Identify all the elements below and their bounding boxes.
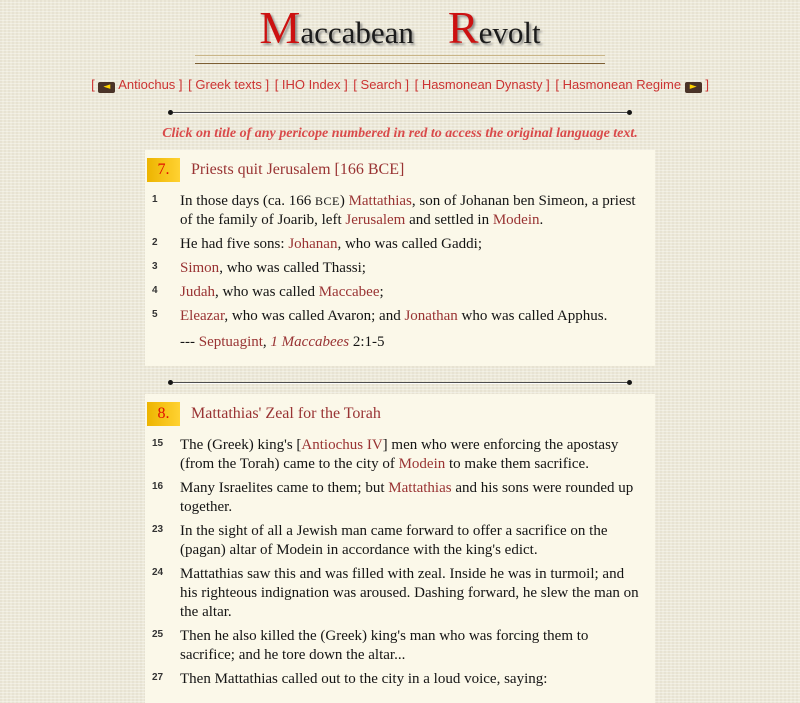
verse-number: 27	[152, 672, 164, 683]
verse-number: 25	[152, 629, 164, 640]
citation-row	[145, 331, 655, 352]
inline-link[interactable]: 1 Maccabees	[270, 334, 350, 350]
nav-link-hasmonean-dynasty[interactable]: Hasmonean Dynasty	[421, 77, 543, 92]
nav-item: [ ◄ Antiochus ]	[91, 77, 187, 92]
verse-text: Judah, who was called Maccabee;	[180, 284, 384, 300]
inline-link[interactable]: Mattathias	[348, 193, 412, 209]
divider-line-top	[168, 110, 632, 115]
inline-link[interactable]: Mattathias	[388, 480, 452, 496]
nav-link-greek-texts[interactable]: Greek texts	[195, 77, 262, 92]
divider-rule	[173, 382, 627, 383]
verse-row	[145, 283, 655, 302]
verse-number: 1	[152, 194, 158, 205]
inline-link[interactable]: Judah	[180, 284, 215, 300]
title-word-2: Revolt	[447, 2, 541, 53]
back-arrow-icon: ◄	[98, 82, 115, 93]
nav-item: [ IHO Index ]	[274, 77, 352, 92]
inline-link[interactable]: Septuagint	[198, 334, 263, 350]
sections-gap	[0, 385, 800, 394]
verse-text: Simon, who was called Thassi;	[180, 260, 366, 276]
verse-number: 16	[152, 481, 164, 492]
inline-link[interactable]: Eleazar	[180, 308, 225, 324]
verse-number: 3	[152, 261, 158, 272]
verse-row	[145, 235, 655, 254]
title-dropcap-r: R	[447, 2, 479, 53]
inline-link[interactable]: Johanan	[288, 236, 338, 252]
inline-link[interactable]: Antiochus IV	[301, 437, 383, 453]
verse-text: Many Israelites came to them; but Mattathias and his sons were rounded up together.	[180, 480, 634, 515]
verse-text: He had five sons: Johanan, who was called Gaddi;	[180, 236, 483, 252]
divider-dot-right	[627, 110, 632, 115]
nav-link-hasmonean-regime[interactable]: Hasmonean Regime ►	[563, 77, 702, 92]
verse-number: 2	[152, 237, 158, 248]
inline-link[interactable]: Jonathan	[404, 308, 458, 324]
verse-text: --- Septuagint, 1 Maccabees 2:1-5	[180, 334, 385, 350]
verse-number: 4	[152, 285, 158, 296]
verse-number: 24	[152, 567, 164, 578]
verse-row	[145, 522, 655, 560]
verse-row	[145, 436, 655, 474]
verse-text: Eleazar, who was called Avaron; and Jonathan who was called Apphus.	[180, 308, 608, 324]
verse-text: Then Mattathias called out to the city in a loud voice, saying:	[180, 671, 548, 687]
pericope-header	[147, 158, 655, 182]
inline-link[interactable]: Modein	[492, 212, 540, 228]
verse-number	[145, 331, 180, 352]
nav-link-iho-index[interactable]: IHO Index	[281, 77, 341, 92]
pericope-number-badge: 8.	[147, 402, 180, 426]
smallcaps-text: BCE	[314, 194, 340, 208]
pericope-section	[145, 150, 655, 366]
nav-item: [ Greek texts ]	[188, 77, 273, 92]
nav-item: [ Search ]	[353, 77, 413, 92]
verse-row	[145, 192, 655, 230]
verse-row	[145, 627, 655, 665]
verse-text: In those days (ca. 166 BCE) Mattathias, son of Johanan ben Simeon, a priest of the family of Joarib, left Jerusalem and settled in Modein.	[180, 193, 636, 228]
verse-text: Then he also killed the (Greek) king's man who was forcing them to sacrifice; and he tore down the altar...	[180, 628, 589, 663]
divider-rule	[173, 112, 627, 113]
sections	[0, 150, 800, 703]
verse-row	[145, 670, 655, 689]
divider-dot-right	[627, 380, 632, 385]
verse-text: The (Greek) king's [Antiochus IV] men who were enforcing the apostasy (from the Torah) came to the city of Modein to make them sacrifice.	[180, 437, 619, 472]
inline-link[interactable]: Jerusalem	[345, 212, 406, 228]
inline-link[interactable]: Simon	[180, 260, 220, 276]
verse-number: 5	[152, 309, 158, 320]
inline-link[interactable]: Modein	[398, 456, 446, 472]
forward-arrow-icon: ►	[685, 82, 702, 93]
title-dropcap-m: M	[259, 2, 301, 53]
verse-row	[145, 479, 655, 517]
page-title	[0, 2, 800, 53]
nav-item: [ Hasmonean Regime ► ]	[555, 77, 709, 92]
nav-link-antiochus[interactable]: ◄ Antiochus	[98, 77, 175, 92]
verse-number: 15	[152, 438, 164, 449]
verse-row	[145, 307, 655, 326]
verse-row	[145, 259, 655, 278]
verse-row	[145, 565, 655, 622]
decorative-rope-rule	[195, 55, 605, 64]
pericope-title-link[interactable]: Priests quit Jerusalem [166 BCE]	[191, 161, 405, 178]
nav-bar	[0, 77, 800, 93]
title-word-1: Maccabean	[259, 2, 414, 53]
verse-text: Mattathias saw this and was filled with zeal. Inside he was in turmoil; and his righteous indignation was aroused. Dashing forward, he slew the man on the altar.	[180, 566, 639, 620]
inline-link[interactable]: Maccabee	[318, 284, 380, 300]
nav-link-search[interactable]: Search	[360, 77, 402, 92]
pericope-section	[145, 394, 655, 703]
pericope-header	[147, 402, 655, 426]
verse-text: In the sight of all a Jewish man came forward to offer a sacrifice on the (pagan) altar of Modein in accordance with the king's edict.	[180, 523, 608, 558]
instruction-text: Click on title of any pericope numbered in red to access the original language text.	[162, 126, 638, 141]
pericope-title-link[interactable]: Mattathias' Zeal for the Torah	[191, 405, 381, 422]
verse-number: 23	[152, 524, 164, 535]
pericope-number-badge: 7.	[147, 158, 180, 182]
nav-item: [ Hasmonean Dynasty ]	[414, 77, 554, 92]
